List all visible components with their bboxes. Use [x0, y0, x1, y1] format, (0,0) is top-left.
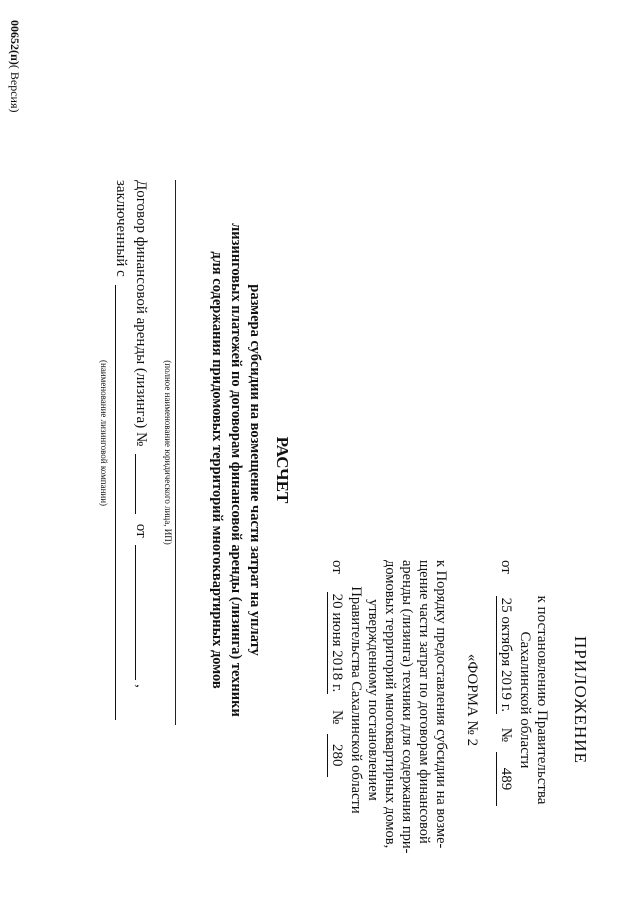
contract-from: от — [133, 523, 149, 538]
form-line: домовых территорий многоквартирных домов, — [382, 560, 398, 849]
appendix-line1: к постановлению Правительства — [534, 595, 550, 805]
form-text — [381, 560, 449, 854]
company-caption: (наименование лизинговой компании) — [99, 360, 109, 507]
contract-label: Договор финансовой аренды (лизинга) № — [133, 180, 149, 447]
appendix-block — [496, 560, 590, 840]
appendix-title: ПРИЛОЖЕНИЕ — [571, 636, 590, 764]
form-title: «ФОРМА № 2 — [464, 653, 480, 747]
form-date: 20 июня 2018 г. — [329, 593, 345, 693]
appendix-date-row — [496, 560, 514, 840]
footer-version: ( Версия) — [8, 64, 22, 113]
appendix-num-sign: № — [498, 727, 514, 743]
contract-date-field — [135, 545, 150, 680]
form-line: утвержденному постановлением — [365, 599, 381, 801]
form-num-sign: № — [329, 709, 345, 725]
appendix-number: 489 — [496, 752, 514, 807]
calc-line: размера субсидии на возмещение части затрат на уплату — [247, 284, 263, 656]
form-line: щение части затрат по договорам финансовой — [416, 560, 432, 844]
concluded-row — [112, 180, 130, 720]
form-number: 280 — [327, 734, 345, 777]
footer-code: 00652(п) — [8, 20, 22, 65]
entity-caption: (полное наименование юридического лица, ИП) — [163, 360, 173, 545]
entity-underline — [175, 180, 176, 725]
form-line: аренды (лизинга) техники для содержания при- — [399, 560, 415, 854]
calc-title: РАСЧЕТ — [273, 436, 292, 504]
calc-block — [207, 200, 292, 740]
concluded-label: заключенный с — [113, 180, 129, 277]
appendix-from: от — [498, 560, 514, 574]
form-line: Правительства Сахалинской области — [348, 586, 364, 814]
company-field — [115, 285, 130, 720]
contract-number-field — [135, 454, 150, 514]
form-from: от — [329, 560, 345, 574]
form-block — [327, 560, 480, 854]
form-date-row — [327, 560, 345, 840]
appendix-date: 25 октября 2019 г. — [498, 597, 514, 712]
appendix-line2: Сахалинской области — [517, 631, 533, 769]
contract-row: Договор финансовой аренды (лизинга) № от , — [133, 180, 149, 688]
form-line: к Порядку предоставления субсидии на возме- — [433, 560, 449, 849]
footer — [7, 20, 22, 113]
calc-line: лизинговых платежей по договорам финансовой аренды (лизинга) техники — [228, 223, 244, 717]
calc-line: для содержания придомовых территорий многоквартирных домов — [209, 251, 225, 689]
